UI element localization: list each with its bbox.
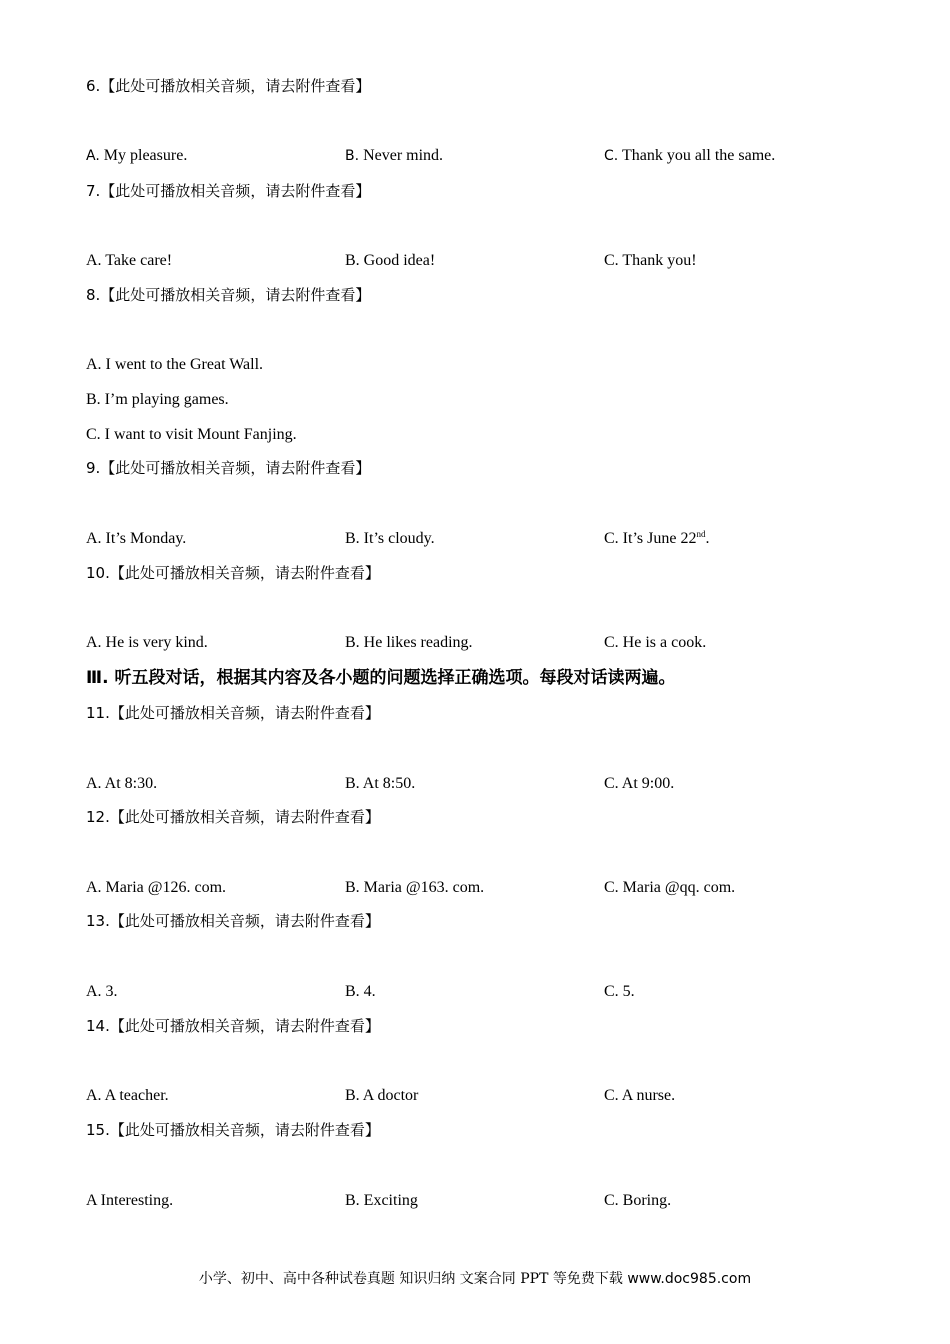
question-7-option-c[interactable]: C. Thank you! [604, 252, 697, 269]
option-text-end: . [705, 530, 710, 547]
question-15-option-b[interactable]: B. Exciting [345, 1192, 418, 1209]
question-7-option-a[interactable]: A. Take care! [86, 252, 173, 269]
question-9-prompt: 9.【此处可播放相关音频，请去附件查看】 [86, 459, 371, 477]
question-13-prompt: 13.【此处可播放相关音频，请去附件查看】 [86, 912, 380, 930]
question-10-option-c[interactable]: C. He is a cook. [604, 634, 707, 651]
question-12-option-b[interactable]: B. Maria @163. com. [345, 879, 485, 896]
question-13-option-b[interactable]: B. 4. [345, 983, 376, 1000]
question-8-option-a[interactable]: A. I went to the Great Wall. [86, 356, 264, 373]
question-15-option-c[interactable]: C. Boring. [604, 1192, 672, 1209]
page-footer [0, 1269, 950, 1289]
question-13-option-a[interactable]: A. 3. [86, 983, 118, 1000]
question-7-option-b[interactable]: B. Good idea! [345, 252, 436, 269]
question-9-option-c[interactable] [604, 529, 709, 549]
option-text: Never mind. [359, 147, 444, 164]
question-11-prompt: 11.【此处可播放相关音频，请去附件查看】 [86, 704, 380, 722]
question-9-option-b[interactable]: B. It’s cloudy. [345, 530, 435, 547]
footer-url[interactable]: www.doc985.com [627, 1271, 752, 1287]
option-text: My pleasure. [99, 147, 188, 164]
question-10-prompt: 10.【此处可播放相关音频，请去附件查看】 [86, 564, 380, 582]
option-letter: B. [345, 148, 360, 164]
option-text: C. It’s June 22 [604, 530, 697, 547]
question-14-option-a[interactable]: A. A teacher. [86, 1087, 169, 1104]
question-8-option-b[interactable]: B. I’m playing games. [86, 391, 229, 408]
question-14-option-b[interactable]: B. A doctor [345, 1087, 419, 1104]
question-14-prompt: 14.【此处可播放相关音频，请去附件查看】 [86, 1017, 380, 1035]
question-15-prompt: 15.【此处可播放相关音频，请去附件查看】 [86, 1121, 380, 1139]
section-3-heading: Ⅲ. 听五段对话，根据其内容及各小题的问题选择正确选项。每段对话读两遍。 [86, 668, 676, 688]
question-11-option-c[interactable]: C. At 9:00. [604, 775, 675, 792]
footer-text: 小学、初中、高中各种试卷真题 知识归纳 文案合同 PPT 等免费下载 [198, 1271, 628, 1287]
question-12-option-c[interactable]: C. Maria @qq. com. [604, 879, 736, 896]
question-10-option-a[interactable]: A. He is very kind. [86, 634, 208, 651]
question-12-option-a[interactable]: A. Maria @126. com. [86, 879, 227, 896]
question-6-prompt: 6.【此处可播放相关音频，请去附件查看】 [86, 77, 371, 95]
question-15-option-a[interactable]: A Interesting. [86, 1192, 174, 1209]
question-14-option-c[interactable]: C. A nurse. [604, 1087, 676, 1104]
question-12-prompt: 12.【此处可播放相关音频，请去附件查看】 [86, 808, 380, 826]
ordinal-suffix: nd [696, 529, 706, 539]
question-10-option-b[interactable]: B. He likes reading. [345, 634, 473, 651]
question-6-option-a[interactable] [86, 146, 187, 166]
option-letter: A. [86, 148, 100, 164]
option-letter: C. [604, 148, 619, 164]
question-8-prompt: 8.【此处可播放相关音频，请去附件查看】 [86, 286, 371, 304]
question-6-option-b[interactable] [345, 146, 443, 166]
question-9-option-a[interactable]: A. It’s Monday. [86, 530, 187, 547]
question-8-option-c[interactable]: C. I want to visit Mount Fanjing. [86, 426, 297, 443]
option-text: Thank you all the same. [618, 147, 776, 164]
question-11-option-b[interactable]: B. At 8:50. [345, 775, 416, 792]
question-11-option-a[interactable]: A. At 8:30. [86, 775, 158, 792]
question-7-prompt: 7.【此处可播放相关音频，请去附件查看】 [86, 182, 371, 200]
question-6-option-c[interactable] [604, 146, 775, 166]
question-13-option-c[interactable]: C. 5. [604, 983, 635, 1000]
